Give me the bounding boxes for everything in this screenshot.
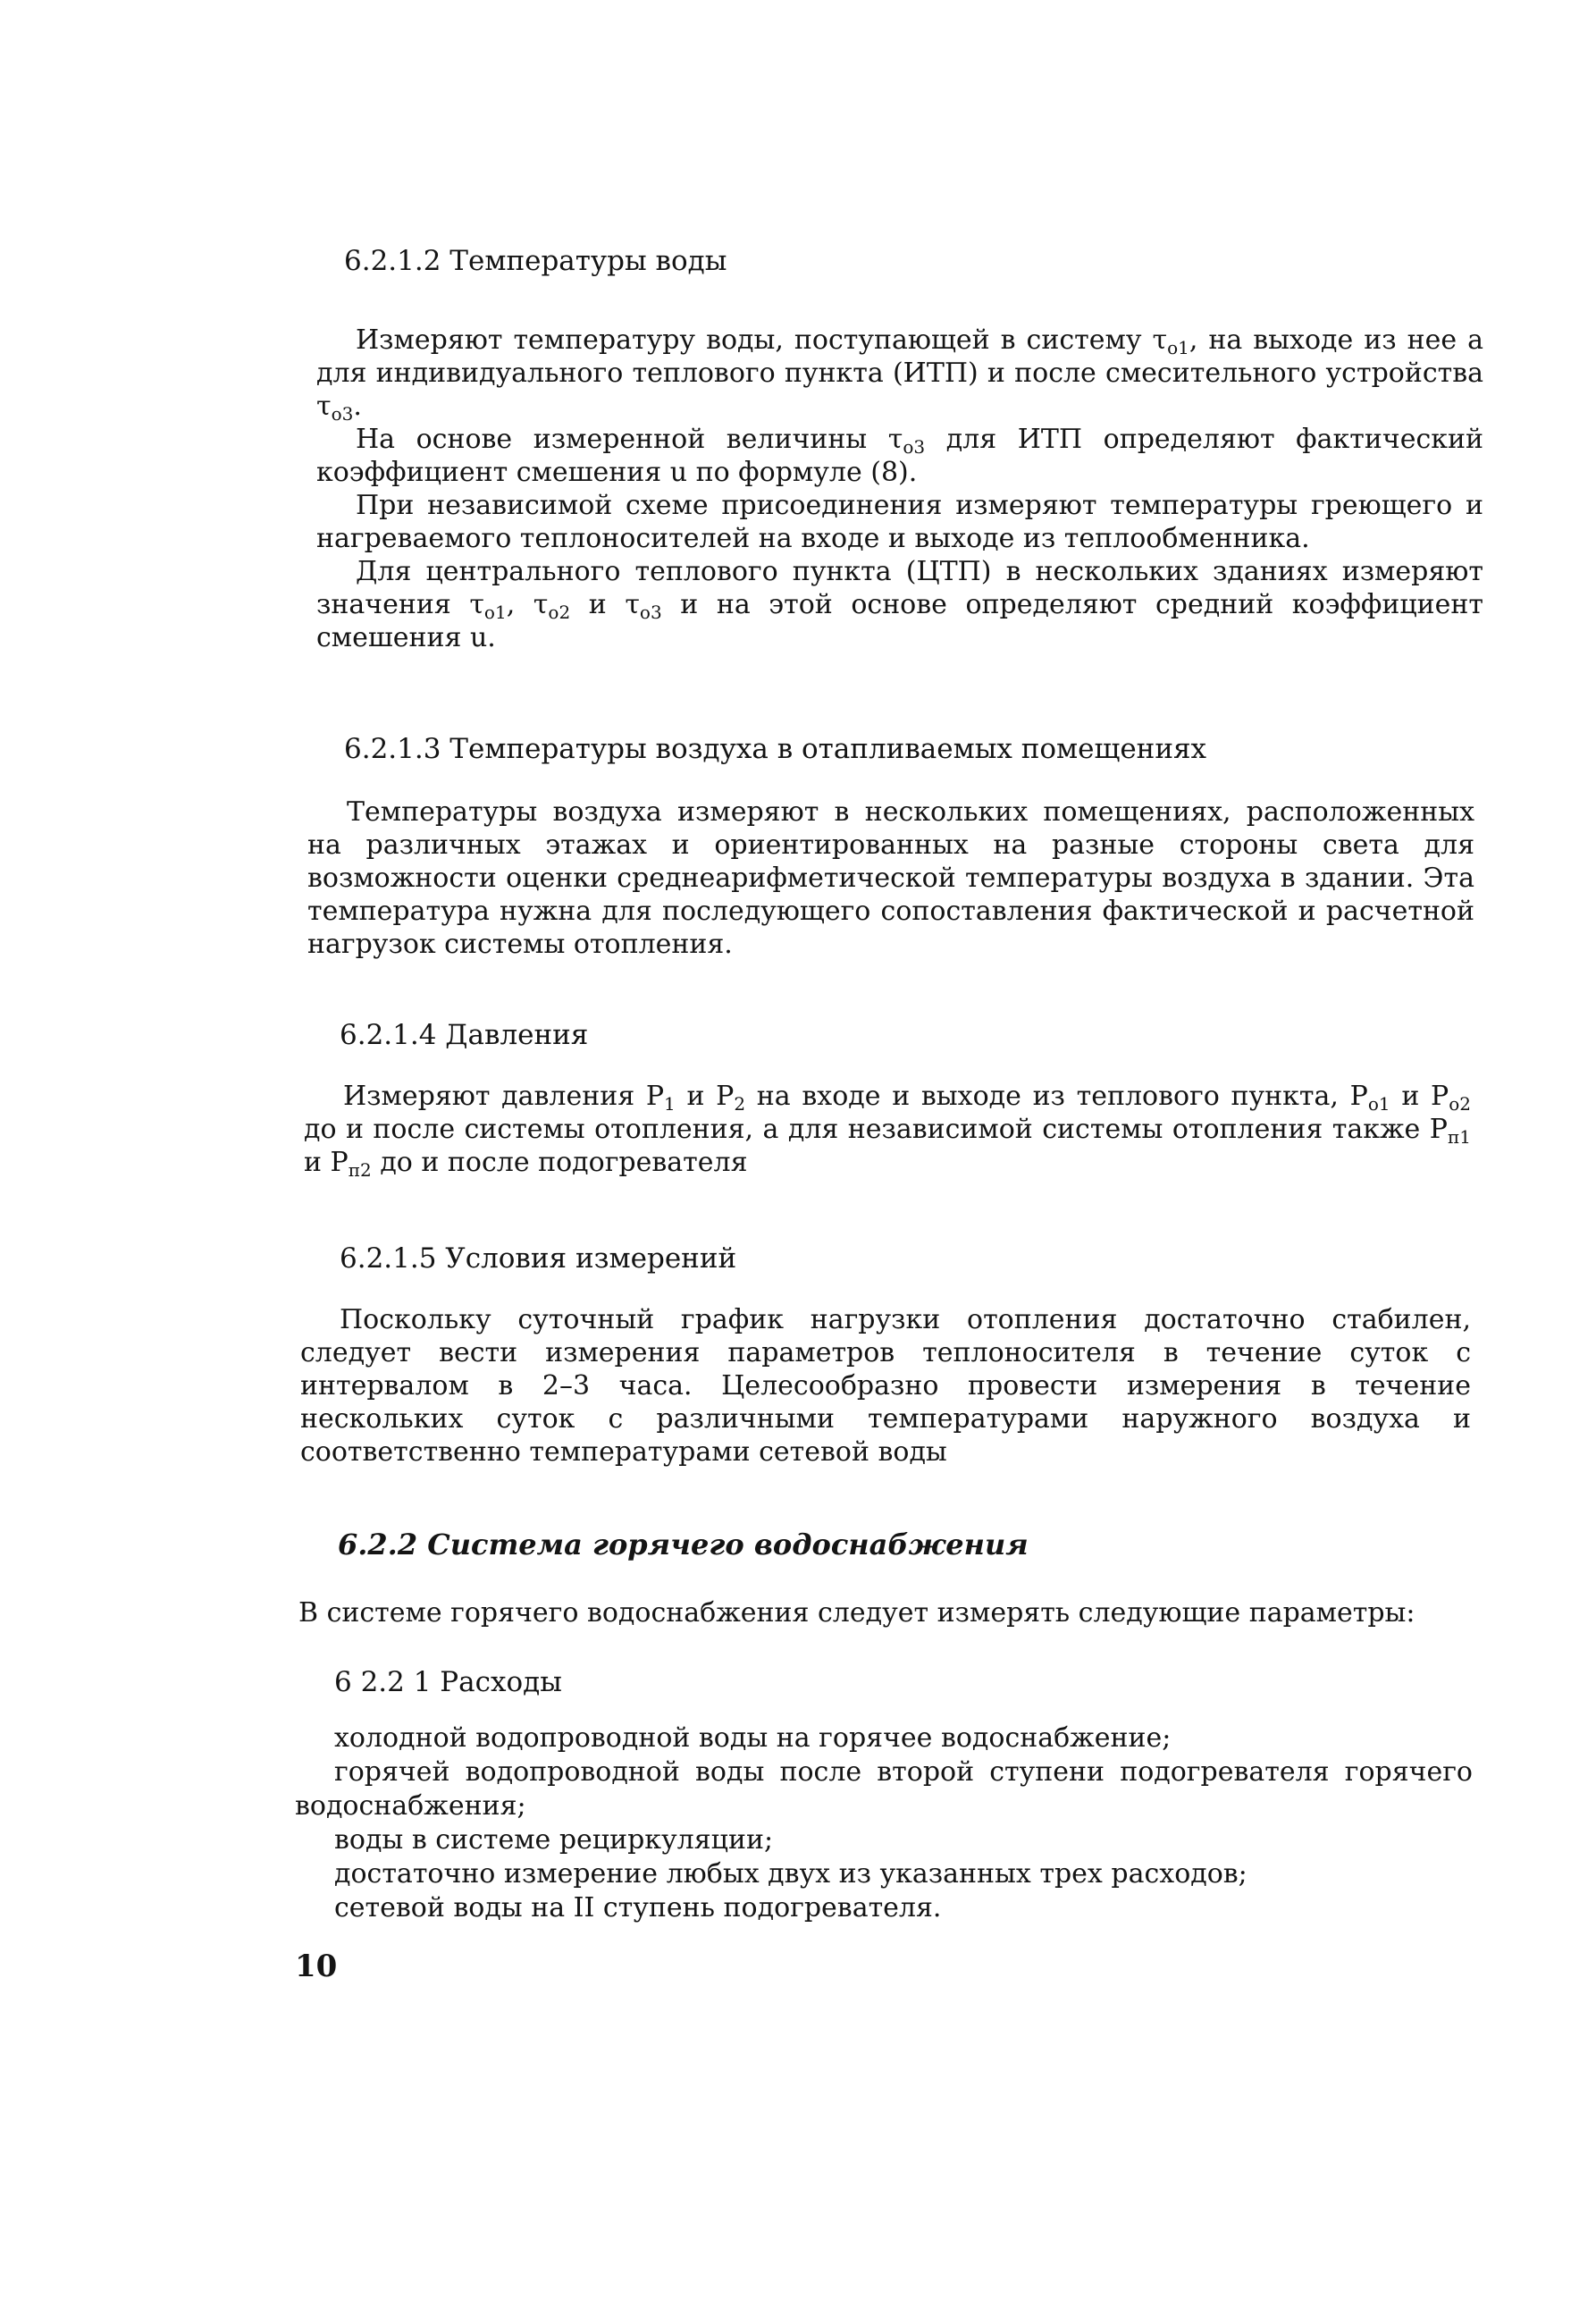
heading-hot-water-system: 6.2.2 Система горячего водоснабжения	[338, 1528, 1029, 1561]
water-temp-section	[316, 324, 1483, 654]
list-item: достаточно измерение любых двух из указанных трех расходов;	[334, 1858, 1247, 1890]
water-temp-paragraph-3: При независимой схеме присоединения измеряют температуры греющего и нагреваемого теплоносителей на входе и выходе из теплообменника.	[316, 490, 1483, 554]
water-temp-paragraph-2: На основе измеренной величины $\tau_{о3}$ для ИТП определяют фактический коэффициент смешения u по формуле (8).	[316, 424, 1483, 488]
list-item: сетевой воды на II ступень подогревателя.	[334, 1892, 942, 1923]
water-temp-paragraph-1: Измеряют температуру воды, поступающей в систему $\tau_{о1}$, на выходе из нее а для индивидуального теплового пункта (ИТП) и после смесительного устройства $\tau_{о3}$.	[316, 324, 1483, 425]
page-number: 10	[295, 1949, 338, 1984]
pressure-paragraph: Измеряют давления $P_1$ и $P_2$ на входе и выходе из теплового пункта, $P_{о1}$ и $P_{о2}$ до и после системы отопления, а для независимой системы отопления также $P_{п1}$ и $P_{п2}$ до и после подогревателя	[304, 1081, 1471, 1181]
list-item: воды в системе рециркуляции;	[334, 1824, 774, 1856]
list-item: горячей водопроводной воды после второй ступени подогревателя горячего водоснабжения;	[295, 1756, 1473, 1822]
heading-air-temperatures: 6.2.1.3 Температуры воздуха в отапливаемых помещениях	[344, 733, 1207, 765]
air-temp-paragraph: Температуры воздуха измеряют в нескольких помещениях, расположенных на различных этажах и ориентированных на разные стороны света для возможности оценки среднеарифметической температуры воздуха в здании. Эта температура нужна для последующего сопоставления фактической и расчетной нагрузок системы отопления.	[307, 796, 1474, 960]
heading-measurement-conditions: 6.2.1.5 Условия измерений	[340, 1242, 737, 1275]
air-temp-section	[307, 795, 1474, 961]
conditions-paragraph: Поскольку суточный график нагрузки отопления достаточно стабилен, следует вести измерения параметров теплоносителя в течение суток с интервалом в 2–3 часа. Целесообразно провести измерения в течение нескольких суток с различными температурами наружного воздуха и соответственно температурами сетевой воды	[300, 1304, 1471, 1468]
list-item: холодной водопроводной воды на горячее водоснабжение;	[334, 1722, 1172, 1754]
conditions-section	[300, 1303, 1471, 1469]
water-temp-paragraph-4: Для центрального теплового пункта (ЦТП) в нескольких зданиях измеряют значения $\tau_{о1}$, $\tau_{о2}$ и $\tau_{о3}$ и на этой основе определяют средний коэффициент смешения u.	[316, 556, 1483, 653]
pressure-section	[304, 1080, 1471, 1179]
heading-water-temperatures: 6.2.1.2 Температуры воды	[344, 245, 727, 277]
heading-pressures: 6.2.1.4 Давления	[340, 1019, 589, 1051]
hot-water-intro: В системе горячего водоснабжения следует измерять следующие параметры:	[298, 1597, 1415, 1629]
heading-flows: 6 2.2 1 Расходы	[334, 1666, 562, 1698]
flow-list	[295, 1721, 1473, 1925]
